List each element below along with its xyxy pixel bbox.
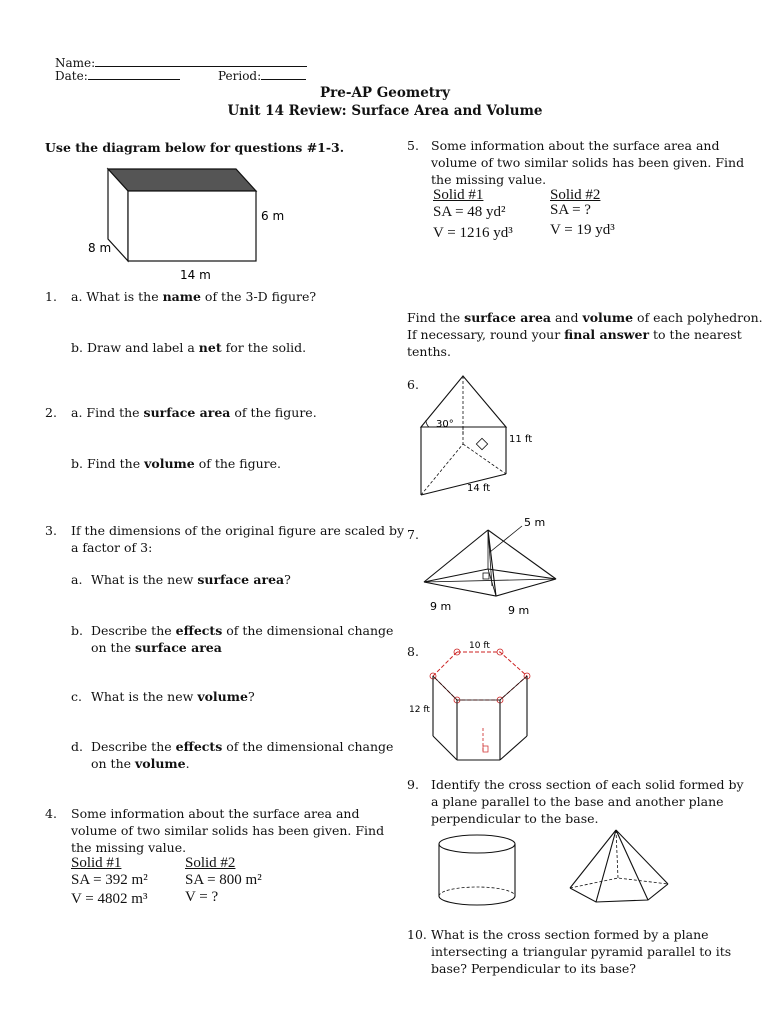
- q1-number: 1.: [45, 289, 57, 304]
- prism8-top-hexagon: [433, 652, 527, 700]
- instruction-diagram: Use the diagram below for questions #1-3.: [45, 140, 345, 155]
- question-3d: [71, 738, 393, 755]
- q2b-bold: volume: [144, 456, 195, 471]
- q3b-text: Describe the: [91, 623, 176, 638]
- q3c-text: What is the new: [91, 689, 198, 704]
- q3b-letter: b.: [71, 623, 83, 638]
- find-l2-pre: If necessary, round your: [407, 327, 565, 342]
- prism6-angle-label: 30°: [436, 419, 454, 430]
- question-4-line2: volume of two similar solids has been given. Find: [71, 823, 385, 838]
- question-1a: [45, 288, 316, 305]
- date-label: Date:: [55, 69, 88, 83]
- q2a-text-end: of the figure.: [230, 405, 317, 420]
- prism6-base-label: 14 ft: [467, 483, 491, 494]
- q1a-text-end: of the 3-D figure?: [200, 289, 317, 304]
- period-field[interactable]: [218, 68, 306, 84]
- q1b-text: b. Draw and label a: [71, 340, 199, 355]
- q3d-bold: effects: [175, 739, 223, 754]
- q4-line1: Some information about the surface area and: [71, 806, 360, 821]
- q5-solid1-heading: Solid #1: [433, 187, 484, 203]
- q5-v2: V = 19 yd³: [550, 222, 615, 238]
- period-label: Period:: [218, 69, 262, 83]
- question-9-line1: [407, 776, 744, 793]
- question-2b: [71, 455, 281, 472]
- q6-number: 6.: [407, 377, 419, 392]
- find-l1-pre: Find the: [407, 310, 465, 325]
- pyramid7-base: [424, 569, 556, 596]
- question-4-line1: [45, 805, 359, 822]
- find-l1-bold1: surface area: [464, 310, 551, 325]
- q7-number: 7.: [407, 527, 419, 542]
- title-unit: Unit 14 Review: Surface Area and Volume: [227, 103, 543, 119]
- q3-line1: If the dimensions of the original figure are scaled by: [71, 523, 405, 538]
- title-course: Pre-AP Geometry: [320, 85, 450, 101]
- date-line: [88, 68, 180, 80]
- q3a-text: What is the new: [91, 572, 198, 587]
- q3-number: 3.: [45, 523, 57, 538]
- q2b-text: b. Find the: [71, 456, 145, 471]
- q9-number: 9.: [407, 777, 419, 792]
- q3c-bold: volume: [197, 689, 248, 704]
- question-3c: [71, 688, 255, 705]
- q10-number: 10.: [407, 927, 427, 942]
- square-pyramid-diagram: [416, 514, 576, 618]
- q2a-bold: surface area: [143, 405, 231, 420]
- q4-solid2-heading: Solid #2: [185, 855, 236, 871]
- question-10-line2: intersecting a triangular pyramid parallel to its: [431, 944, 732, 959]
- find-l1-bold2: volume: [582, 310, 634, 325]
- pyramid7-side2-label: 9 m: [508, 604, 530, 617]
- pentagonal-pyramid-diagram: [566, 826, 674, 908]
- q10-line1: What is the cross section formed by a plane: [431, 927, 709, 942]
- name-label: Name:: [55, 56, 96, 70]
- q5-solid2-heading: Solid #2: [550, 187, 601, 203]
- find-l1-post: of each polyhedron.: [633, 310, 763, 325]
- prism6-height-label: 11 ft: [509, 434, 533, 445]
- q5-line1: Some information about the surface area and: [431, 138, 720, 153]
- name-line: [95, 55, 307, 67]
- q1a-text: a. What is the: [71, 289, 163, 304]
- prism-depth-label: 8 m: [88, 241, 112, 255]
- q2b-text-end: of the figure.: [194, 456, 281, 471]
- pyramid7-side1-label: 9 m: [430, 600, 452, 613]
- q5-sa1: SA = 48 yd²: [433, 204, 506, 220]
- q5-number: 5.: [407, 138, 419, 153]
- q5-sa2: SA = ?: [550, 202, 591, 218]
- q3a-letter: a.: [71, 572, 83, 587]
- question-3a: [71, 571, 291, 588]
- q1b-text-end: for the solid.: [221, 340, 307, 355]
- prism6-top-triangle: [421, 376, 506, 427]
- q1a-bold: name: [162, 289, 201, 304]
- pyramid7-slant-label: 5 m: [524, 516, 546, 529]
- q3a-bold: surface area: [197, 572, 285, 587]
- question-5-line3: the missing value.: [431, 172, 547, 187]
- find-instructions-line3: tenths.: [407, 344, 451, 359]
- prism-length-label: 14 m: [180, 268, 211, 282]
- find-l2-bold: final answer: [564, 327, 650, 342]
- q3b-bold: effects: [175, 623, 223, 638]
- q3b-text-end: of the dimensional change: [222, 623, 394, 638]
- question-4-line3: the missing value.: [71, 840, 187, 855]
- q5-v1: V = 1216 yd³: [433, 225, 513, 241]
- q2a-text: a. Find the: [71, 405, 144, 420]
- question-3d-line2: [91, 755, 190, 772]
- q3b2-bold: surface area: [135, 640, 222, 655]
- q4-solid1-heading: Solid #1: [71, 855, 122, 871]
- question-2a: [45, 404, 317, 421]
- prism8-side-label: 10 ft: [469, 641, 490, 651]
- date-field[interactable]: [55, 68, 180, 84]
- find-instructions-line1: [407, 309, 763, 326]
- question-9-line2: a plane parallel to the base and another plane: [431, 794, 724, 809]
- q3b2-text: on the: [91, 640, 135, 655]
- question-5-line2: volume of two similar solids has been given. Find: [431, 155, 745, 170]
- find-l1-mid: and: [551, 310, 583, 325]
- q4-sa2: SA = 800 m²: [185, 872, 262, 888]
- question-3b: [71, 622, 393, 639]
- prism-front-face: [128, 191, 256, 261]
- q4-number: 4.: [45, 806, 57, 821]
- rectangular-prism-diagram: [84, 163, 304, 285]
- question-9-line3: perpendicular to the base.: [431, 811, 599, 826]
- q3d2-text: on the: [91, 756, 135, 771]
- question-3-line1: [45, 522, 404, 539]
- q3c-letter: c.: [71, 689, 82, 704]
- find-l2-post: to the nearest: [649, 327, 742, 342]
- cylinder-diagram: [434, 832, 520, 910]
- prism-top-face: [108, 169, 256, 191]
- question-3b-line2: [91, 639, 222, 656]
- q4-v1: V = 4802 m³: [71, 891, 148, 907]
- prism-height-label: 6 m: [261, 209, 285, 223]
- q4-sa1: SA = 392 m²: [71, 872, 148, 888]
- question-5-line1: [407, 137, 719, 154]
- question-3-line2: a factor of 3:: [71, 540, 153, 555]
- q3d-letter: d.: [71, 739, 83, 754]
- q8-number: 8.: [407, 644, 419, 659]
- q3d-text-end: of the dimensional change: [222, 739, 394, 754]
- triangular-prism-diagram: [416, 372, 546, 500]
- q4-v2: V = ?: [185, 889, 219, 905]
- question-10-line3: base? Perpendicular to its base?: [431, 961, 636, 976]
- q2-number: 2.: [45, 405, 57, 420]
- period-line: [261, 68, 306, 80]
- q3d2-bold: volume: [135, 756, 186, 771]
- q1b-bold: net: [198, 340, 222, 355]
- q3d-text: Describe the: [91, 739, 176, 754]
- question-10-line1: [407, 926, 709, 943]
- q9-line1: Identify the cross section of each solid formed by: [431, 777, 744, 792]
- find-instructions-line2: [407, 326, 742, 343]
- q3d2-text-end: .: [185, 756, 190, 771]
- hexagonal-prism-diagram: [405, 640, 545, 764]
- prism8-height-label: 12 ft: [409, 705, 430, 715]
- q3c-text-end: ?: [247, 689, 255, 704]
- q3a-text-end: ?: [284, 572, 291, 587]
- question-1b: [71, 339, 306, 356]
